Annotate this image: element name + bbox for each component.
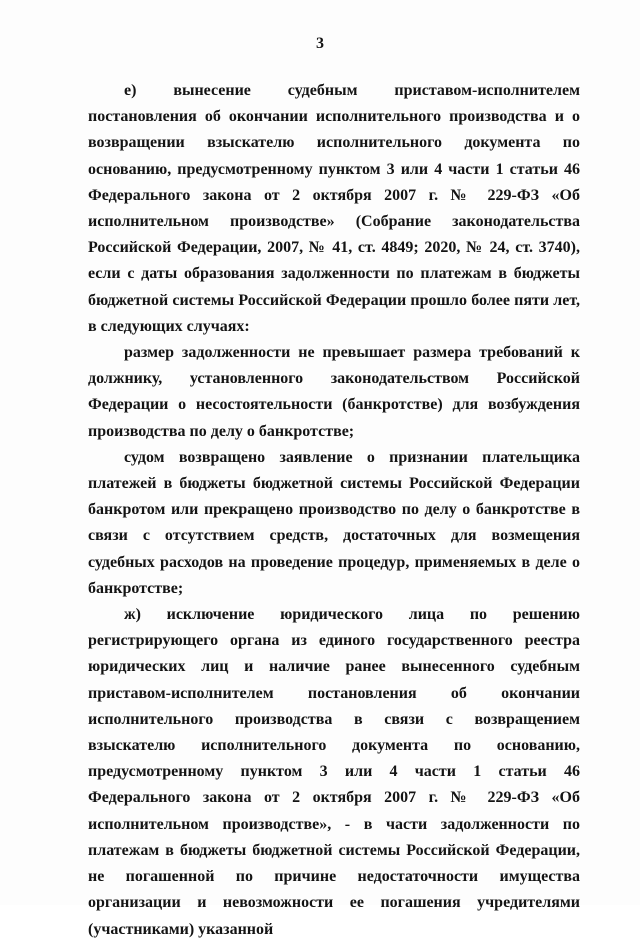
paragraph-e: е) вынесение судебным приставом-исполнителем постановления об окончании исполнительного производства и о возвращении взыскателю исполнительного документа по основанию, предусмотренному пунктом 3 или 4 части 1 статьи 46 Федерального закона от 2 октября 2007 г. № 229-ФЗ «Об исполнительном производстве» (Собрание законодательства Российской Федерации, 2007, № 41, ст. 4849; 2020, № 24, ст. 3740), если с даты образования задолженности по платежам в бюджеты бюджетной системы Российской Федерации прошло более пяти лет, в следующих случаях: (88, 82, 580, 335)
document-body (88, 78, 580, 943)
paragraph-debt-threshold: размер задолженности не превышает размера требований к должнику, установленного законодательством Российской Федерации о несостоятельности (банкротстве) для возбуждения производства по делу о банкротстве; (88, 344, 580, 440)
paragraph-zh: ж) исключение юридического лица по решению регистрирующего органа из единого государственного реестра юридических лиц и наличие ранее вынесенного судебным приставом-исполнителем постановления об окончании исполнительного производства в связи с возвращением взыскателю исполнительного документа по основанию, предусмотренному пунктом 3 или 4 части 1 статьи 46 Федерального закона от 2 октября 2007 г. № 229-ФЗ «Об исполнительном производстве», - в части задолженности по платежам в бюджеты бюджетной системы Российской Федерации, не погашенной по причине недостаточности имущества организации и невозможности ее погашения учредителями (участниками) указанной (88, 606, 580, 938)
page-number: 3 (316, 35, 324, 52)
paragraph-court-returned: судом возвращено заявление о признании плательщика платежей в бюджеты бюджетной системы Российской Федерации банкротом или прекращено производство по делу о банкротстве в связи с отсутствием средств, достаточных для возмещения судебных расходов на проведение процедур, применяемых в деле о банкротстве; (88, 448, 580, 597)
